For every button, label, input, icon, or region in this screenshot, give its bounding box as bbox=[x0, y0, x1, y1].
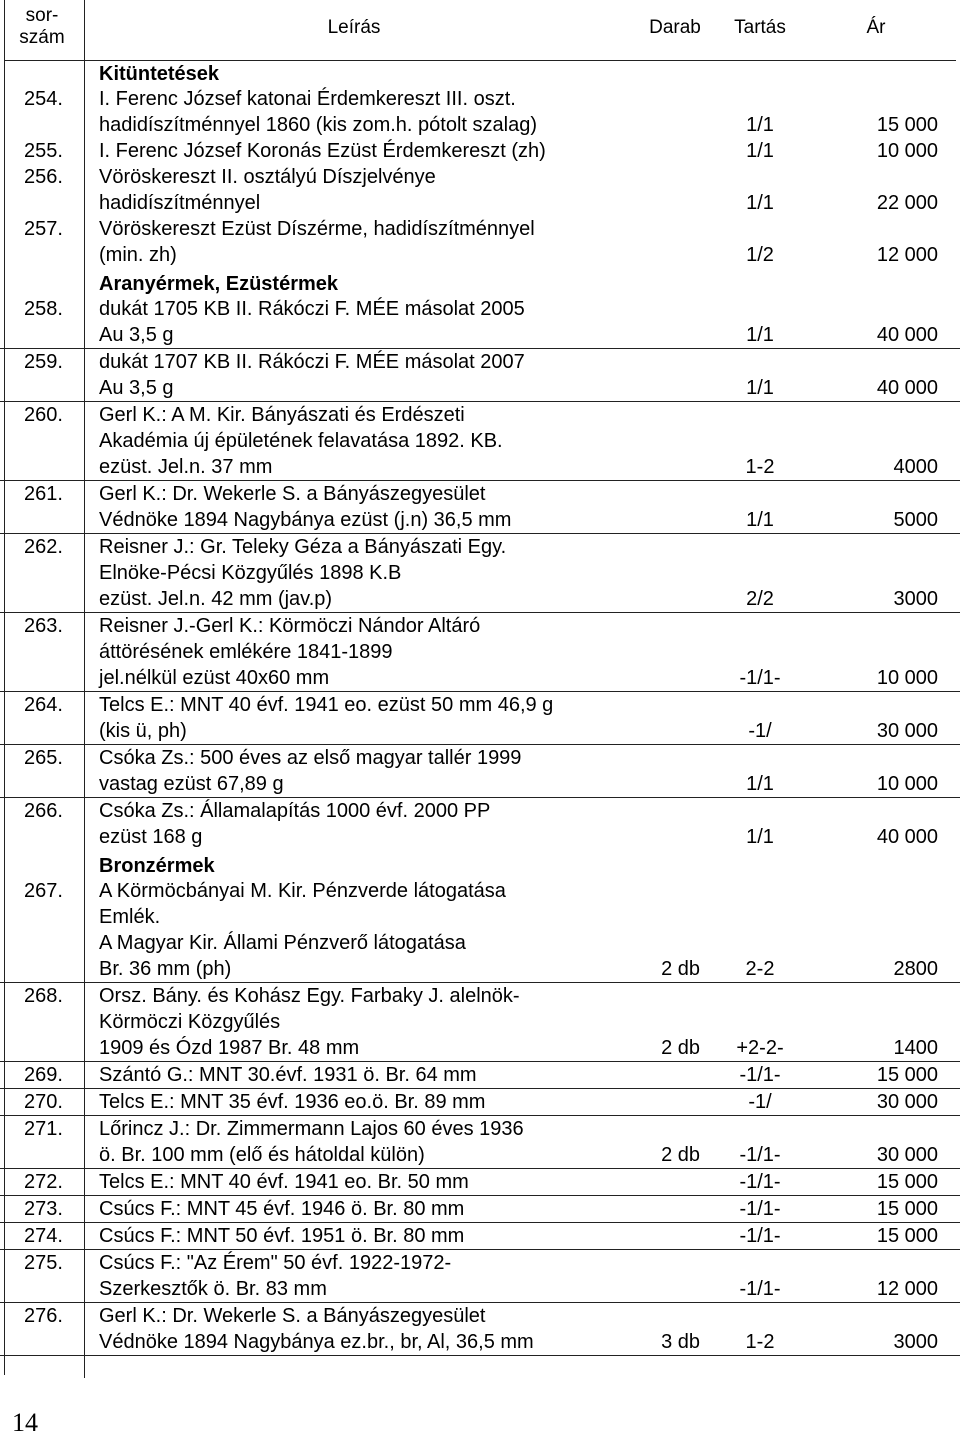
section-title: Bronzérmek bbox=[99, 855, 215, 877]
item-quantity: 2 db bbox=[661, 958, 700, 980]
section-title: Kitüntetések bbox=[99, 63, 220, 85]
item-condition: -1/1- bbox=[739, 1144, 781, 1166]
item-description: I. Ferenc József katonai Érdemkereszt III. oszt. hadidíszítménnyel 1860 (kis zom.h. pótolt szalag) bbox=[99, 88, 537, 136]
table-row bbox=[0, 164, 960, 216]
catalog-table bbox=[0, 62, 960, 1356]
item-number: 273. bbox=[24, 1198, 63, 1220]
item-description: Telcs E.: MNT 35 évf. 1936 eo.ö. Br. 89 mm bbox=[99, 1091, 486, 1113]
item-price: 30 000 bbox=[876, 1091, 938, 1113]
table-row bbox=[0, 1169, 960, 1196]
item-number: 257. bbox=[24, 218, 63, 240]
item-price: 4000 bbox=[893, 456, 938, 478]
item-condition: -1/1- bbox=[739, 1225, 781, 1247]
item-price: 22 000 bbox=[876, 192, 938, 214]
item-price: 40 000 bbox=[876, 826, 938, 848]
item-number: 275. bbox=[24, 1252, 63, 1274]
item-price: 3000 bbox=[893, 588, 938, 610]
item-description: Lőrincz J.: Dr. Zimmermann Lajos 60 éves 1936 ö. Br. 100 mm (elő és hátoldal külön) bbox=[99, 1118, 524, 1166]
table-row bbox=[0, 534, 960, 613]
item-description: Reisner J.-Gerl K.: Körmöczi Nándor Altáró áttörésének emlékére 1841-1899 jel.nélkül ezüst 40x60 mm bbox=[99, 615, 481, 689]
item-number: 255. bbox=[24, 140, 63, 162]
table-row bbox=[0, 1116, 960, 1169]
item-description: Orsz. Bány. és Kohász Egy. Farbaky J. alelnök- Körmöczi Közgyűlés 1909 és Ózd 1987 Br. 48 mm bbox=[99, 985, 520, 1059]
header-description: Leírás bbox=[327, 17, 381, 38]
item-description: dukát 1705 KB II. Rákóczi F. MÉE másolat 2005 Au 3,5 g bbox=[99, 298, 525, 346]
item-condition: 2/2 bbox=[746, 588, 774, 610]
item-price: 15 000 bbox=[876, 1064, 938, 1086]
item-quantity: 2 db bbox=[661, 1037, 700, 1059]
item-number: 261. bbox=[24, 483, 63, 505]
item-number: 272. bbox=[24, 1171, 63, 1193]
item-number: 266. bbox=[24, 800, 63, 822]
item-description: Reisner J.: Gr. Teleky Géza a Bányászati Egy. Elnöke-Pécsi Közgyűlés 1898 K.B ezüst. Jel.n. 42 mm (jav.p) bbox=[99, 536, 507, 610]
table-row bbox=[0, 745, 960, 798]
item-price: 10 000 bbox=[876, 667, 938, 689]
item-number: 264. bbox=[24, 694, 63, 716]
item-price: 40 000 bbox=[876, 324, 938, 346]
table-row bbox=[0, 1062, 960, 1089]
item-description: dukát 1707 KB II. Rákóczi F. MÉE másolat 2007 Au 3,5 g bbox=[99, 351, 525, 399]
item-condition: -1/1- bbox=[739, 1064, 781, 1086]
item-number: 256. bbox=[24, 166, 63, 188]
table-row bbox=[0, 1089, 960, 1116]
item-condition: 1-2 bbox=[745, 1331, 775, 1353]
item-number: 263. bbox=[24, 615, 63, 637]
item-condition: 1/1 bbox=[746, 826, 774, 848]
item-description: Gerl K.: Dr. Wekerle S. a Bányászegyesület Védnöke 1894 Nagybánya ezüst (j.n) 36,5 mm bbox=[99, 483, 512, 531]
table-row bbox=[0, 481, 960, 534]
item-price: 15 000 bbox=[876, 114, 938, 136]
item-description: Csúcs F.: "Az Érem" 50 évf. 1922-1972- Szerkesztők ö. Br. 83 mm bbox=[99, 1252, 452, 1300]
item-number: 268. bbox=[24, 985, 63, 1007]
item-description: Csúcs F.: MNT 50 évf. 1951 ö. Br. 80 mm bbox=[99, 1225, 465, 1247]
item-price: 30 000 bbox=[876, 1144, 938, 1166]
header-number: sor- szám bbox=[19, 5, 65, 48]
section-title: Aranyérmek, Ezüstérmek bbox=[99, 273, 339, 295]
item-number: 267. bbox=[24, 880, 63, 902]
item-number: 270. bbox=[24, 1091, 63, 1113]
item-condition: 1/1 bbox=[746, 140, 774, 162]
item-description: Gerl K.: Dr. Wekerle S. a Bányászegyesület Védnöke 1894 Nagybánya ez.br., br, Al, 36,5 mm bbox=[99, 1305, 534, 1353]
item-price: 3000 bbox=[893, 1331, 938, 1353]
item-number: 260. bbox=[24, 404, 63, 426]
item-number: 265. bbox=[24, 747, 63, 769]
item-number: 269. bbox=[24, 1064, 63, 1086]
item-condition: 1/1 bbox=[746, 377, 774, 399]
item-price: 1400 bbox=[893, 1037, 938, 1059]
item-price: 10 000 bbox=[876, 773, 938, 795]
item-description: Vöröskereszt II. osztályú Díszjelvénye hadidíszítménnyel bbox=[99, 166, 436, 214]
item-description: Gerl K.: A M. Kir. Bányászati és Erdészeti Akadémia új épületének felavatása 1892. KB. ezüst. Jel.n. 37 mm bbox=[99, 404, 503, 478]
item-condition: 2-2 bbox=[745, 958, 775, 980]
section-heading bbox=[0, 850, 960, 878]
table-row bbox=[0, 216, 960, 268]
table-row bbox=[0, 798, 960, 850]
item-condition: 1/1 bbox=[746, 509, 774, 531]
item-price: 12 000 bbox=[876, 1278, 938, 1300]
item-description: Csóka Zs.: 500 éves az első magyar tallér 1999 vastag ezüst 67,89 g bbox=[99, 747, 522, 795]
item-description: Telcs E.: MNT 40 évf. 1941 eo. Br. 50 mm bbox=[99, 1171, 469, 1193]
item-number: 271. bbox=[24, 1118, 63, 1140]
item-condition: 1/1 bbox=[746, 192, 774, 214]
table-row bbox=[0, 1250, 960, 1303]
header-price: Ár bbox=[866, 17, 886, 38]
item-number: 262. bbox=[24, 536, 63, 558]
item-condition: -1/1- bbox=[739, 1278, 781, 1300]
item-price: 30 000 bbox=[876, 720, 938, 742]
table-row bbox=[0, 402, 960, 481]
item-description: Vöröskereszt Ezüst Díszérme, hadidíszítménnyel (min. zh) bbox=[99, 218, 535, 266]
item-condition: -1/1- bbox=[739, 1171, 781, 1193]
item-number: 258. bbox=[24, 298, 63, 320]
item-number: 259. bbox=[24, 351, 63, 373]
table-row bbox=[0, 86, 960, 138]
item-description: Csóka Zs.: Államalapítás 1000 évf. 2000 PP ezüst 168 g bbox=[99, 800, 491, 848]
section-heading bbox=[0, 62, 960, 86]
item-condition: 1/2 bbox=[746, 244, 774, 266]
table-row bbox=[0, 878, 960, 983]
table-row bbox=[0, 613, 960, 692]
item-condition: 1-2 bbox=[745, 456, 775, 478]
table-row bbox=[0, 1196, 960, 1223]
header-rule bbox=[4, 60, 956, 61]
table-row bbox=[0, 692, 960, 745]
item-price: 2800 bbox=[893, 958, 938, 980]
item-price: 10 000 bbox=[876, 140, 938, 162]
header-quantity: Darab bbox=[649, 17, 701, 38]
item-quantity: 2 db bbox=[661, 1144, 700, 1166]
header-condition: Tartás bbox=[734, 17, 786, 38]
item-condition: 1/1 bbox=[746, 114, 774, 136]
item-description: Telcs E.: MNT 40 évf. 1941 eo. ezüst 50 mm 46,9 g (kis ü, ph) bbox=[99, 694, 554, 742]
table-row bbox=[0, 296, 960, 349]
item-quantity: 3 db bbox=[661, 1331, 700, 1353]
item-price: 15 000 bbox=[876, 1225, 938, 1247]
item-condition: -1/1- bbox=[739, 1198, 781, 1220]
item-price: 15 000 bbox=[876, 1171, 938, 1193]
item-description: I. Ferenc József Koronás Ezüst Érdemkereszt (zh) bbox=[99, 140, 546, 162]
item-condition: 1/1 bbox=[746, 324, 774, 346]
item-number: 254. bbox=[24, 88, 63, 110]
item-price: 5000 bbox=[893, 509, 938, 531]
page-number: 14 bbox=[12, 1408, 38, 1437]
item-condition: -1/ bbox=[748, 1091, 772, 1113]
item-condition: -1/1- bbox=[739, 667, 781, 689]
table-row bbox=[0, 983, 960, 1062]
item-description: Csúcs F.: MNT 45 évf. 1946 ö. Br. 80 mm bbox=[99, 1198, 465, 1220]
item-price: 15 000 bbox=[876, 1198, 938, 1220]
item-price: 12 000 bbox=[876, 244, 938, 266]
item-condition: +2-2- bbox=[736, 1037, 784, 1059]
item-condition: 1/1 bbox=[746, 773, 774, 795]
table-row bbox=[0, 349, 960, 402]
item-description: A Körmöcbányai M. Kir. Pénzverde látogatása Emlék. A Magyar Kir. Állami Pénzverő látogatása Br. 36 mm (ph) bbox=[99, 880, 506, 980]
item-number: 276. bbox=[24, 1305, 63, 1327]
table-row bbox=[0, 138, 960, 164]
item-description: Szántó G.: MNT 30.évf. 1931 ö. Br. 64 mm bbox=[99, 1064, 477, 1086]
item-price: 40 000 bbox=[876, 377, 938, 399]
table-row bbox=[0, 1223, 960, 1250]
section-heading bbox=[0, 268, 960, 296]
item-number: 274. bbox=[24, 1225, 63, 1247]
item-condition: -1/ bbox=[748, 720, 772, 742]
table-row bbox=[0, 1303, 960, 1356]
